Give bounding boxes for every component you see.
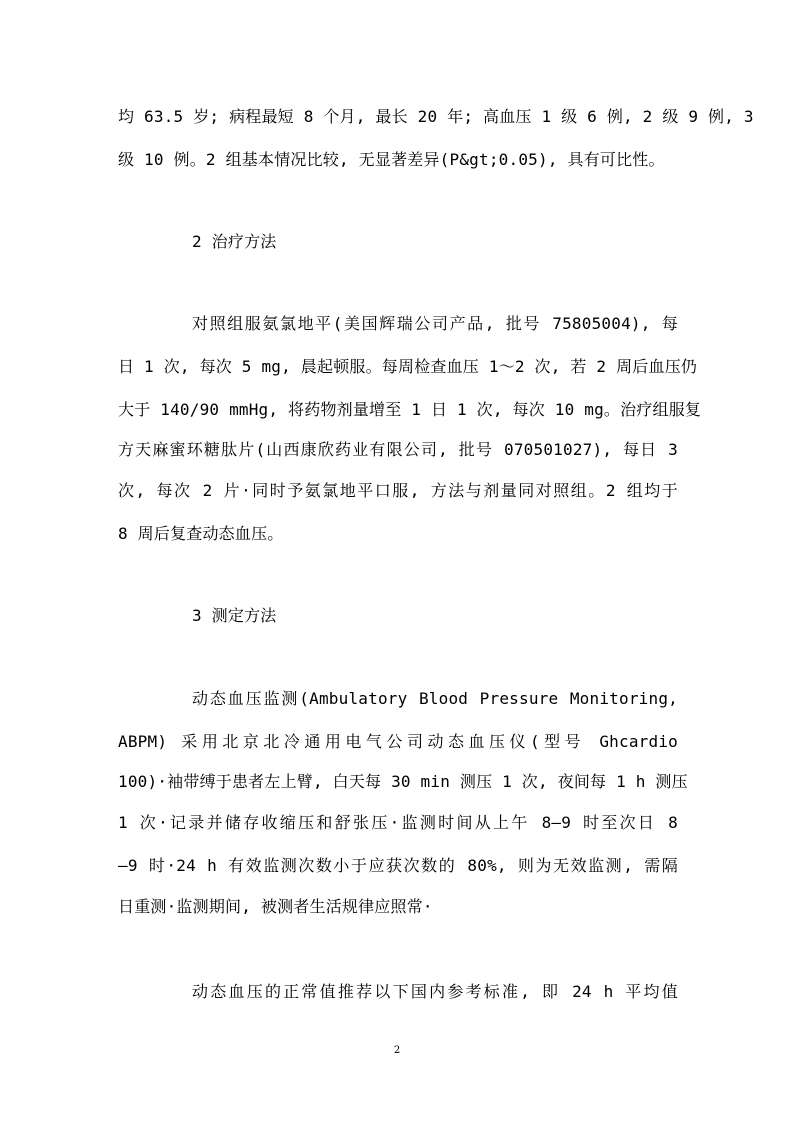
paragraph-line: 动态血压的正常值推荐以下国内参考标准, 即 24 h 平均值 xyxy=(192,982,678,1001)
paragraph-line: 8 周后复查动态血压。 xyxy=(118,524,284,543)
paragraph-line: 日 1 次, 每次 5 mg, 晨起顿服。每周检查血压 1～2 次, 若 2 周后血压仍 xyxy=(118,357,698,376)
paragraph-line: 日重测·监测期间, 被测者生活规律应照常· xyxy=(118,897,433,916)
paragraph-line: 动态血压监测(Ambulatory Blood Pressure Monitoring, xyxy=(192,689,678,708)
page-number: 2 xyxy=(393,1045,401,1056)
paragraph-line: 方天麻蜜环糖肽片(山西康欣药业有限公司, 批号 070501027), 每日 3 xyxy=(118,440,678,459)
paragraph-line: —9 时·24 h 有效监测次数小于应获次数的 80%, 则为无效监测, 需隔 xyxy=(118,856,678,875)
paragraph-line: 1 次·记录并储存收缩压和舒张压·监测时间从上午 8—9 时至次日 8 xyxy=(118,813,678,832)
paragraph-line: 对照组服氨氯地平(美国辉瑞公司产品, 批号 75805004), 每 xyxy=(192,314,678,333)
paragraph-line: 大于 140/90 mmHg, 将药物剂量增至 1 日 1 次, 每次 10 mg。治疗组服复 xyxy=(118,400,702,419)
paragraph-line: 次, 每次 2 片·同时予氨氯地平口服, 方法与剂量同对照组。2 组均于 xyxy=(118,481,678,500)
paragraph-line: ABPM) 采用北京北冷通用电气公司动态血压仪(型号 Ghcardio xyxy=(118,732,678,751)
paragraph-line: 100)·袖带缚于患者左上臂, 白天每 30 min 测压 1 次, 夜间每 1 h 测压 xyxy=(118,772,688,791)
paragraph-line: 级 10 例。2 组基本情况比较, 无显著差异(P&gt;0.05), 具有可比性。 xyxy=(118,150,665,169)
paragraph-line: 均 63.5 岁; 病程最短 8 个月, 最长 20 年; 高血压 1 级 6 例, 2 级 9 例, 3 xyxy=(118,107,754,126)
section-heading: 2 治疗方法 xyxy=(192,232,277,251)
section-heading: 3 测定方法 xyxy=(192,606,277,625)
